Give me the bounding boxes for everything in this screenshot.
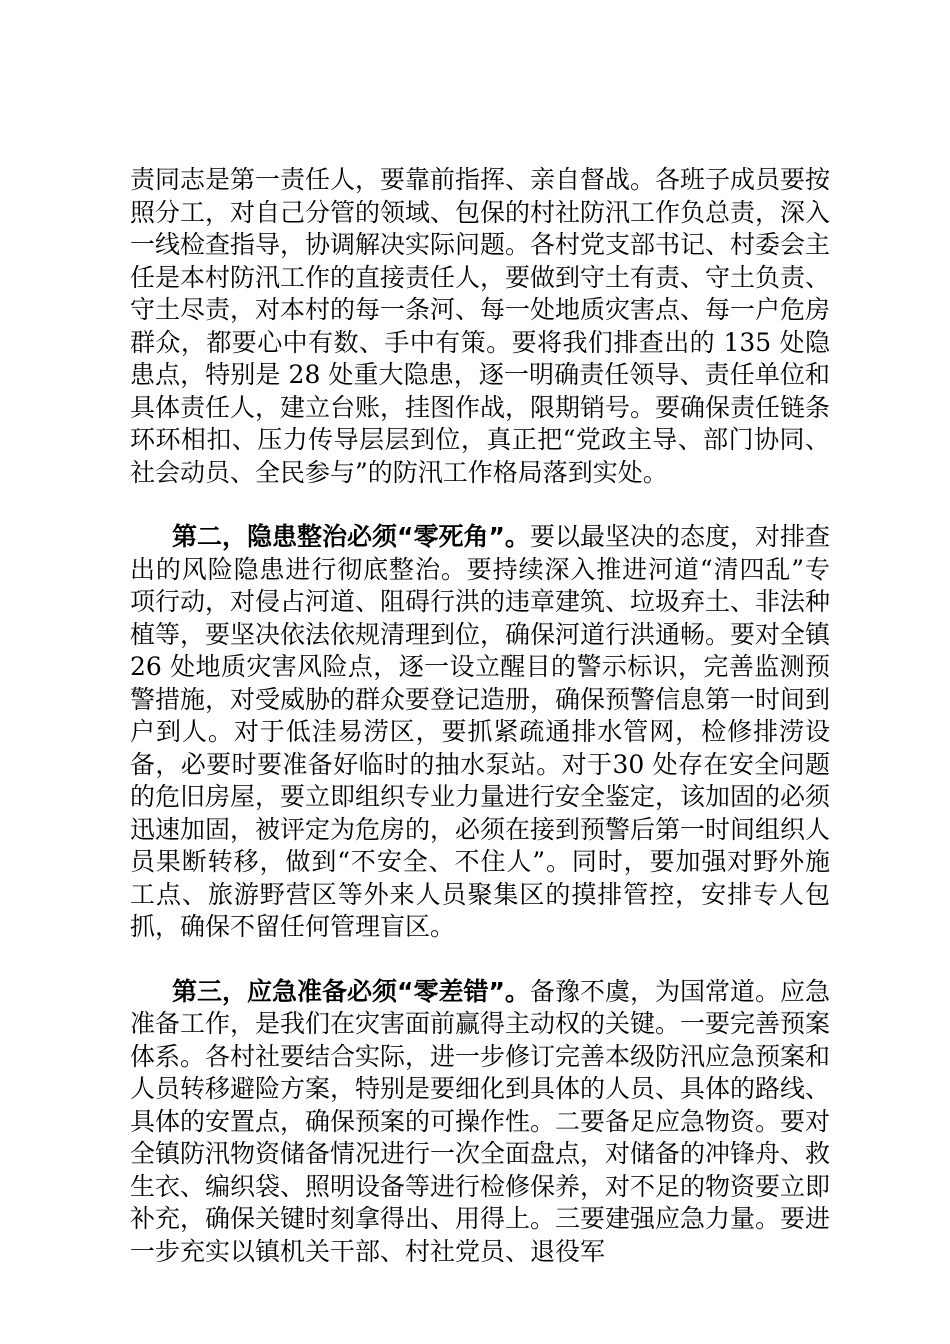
paragraph-3-text: 备豫不虞，为国常道。应急准备工作，是我们在灾害面前赢得主动权的关键。一要完善预案体系。各村社要结合实际，进一步修订完善本级防汛应急预案和人员转移避险方案，特别是要细化到具体的人员、具体的路线、具体的安置点，确保预案的可操作性。二要备足应急物资。要对全镇防汛物资储备情况进行一次全面盘点，对储备的冲锋舟、救生衣、编织袋、照明设备等进行检修保养，对不足的物资要立即补充，确保关键时刻拿得出、用得上。三要建强应急力量。要进一步充实以镇机关干部、村社党员、退役军 xyxy=(130,976,831,1266)
paragraph-1 xyxy=(130,164,830,489)
paragraph-2-text: 要以最坚决的态度，对排查出的风险隐患进行彻底整治。要持续深入推进河道“清四乱”专项行动，对侵占河道、阻碍行洪的违章建筑、垃圾弃土、非法种植等，要坚决依法依规清理到位，确保河道行洪通畅。要对全镇 26 处地质灾害风险点，逐一设立醒目的警示标识，完善监测预警措施，对受威胁的群众要登记造册，确保预警信息第一时间到户到人。对于低洼易涝区，要抓紧疏通排水管网，检修排涝设备，必要时要准备好临时的抽水泵站。对于30 处存在安全问题的危旧房屋，要立即组织专业力量进行安全鉴定，该加固的必须迅速加固，被评定为危房的，必须在接到预警后第一时间组织人员果断转移，做到“不安全、不住人”。同时，要加强对野外施工点、旅游野营区等外来人员聚集区的摸排管控，安排专人包抓，确保不留任何管理盲区。 xyxy=(130,522,831,941)
paragraph-3 xyxy=(130,976,830,1269)
paragraph-1-text: 责同志是第一责任人，要靠前指挥、亲自督战。各班子成员要按照分工，对自己分管的领域、包保的村社防汛工作负总责，深入一线检查指导，协调解决实际问题。各村党支部书记、村委会主任是本村防汛工作的直接责任人，要做到守土有责、守土负责、守土尽责，对本村的每一条河、每一处地质灾害点、每一户危房群众，都要心中有数、手中有策。要将我们排查出的 135 处隐患点，特别是 28 处重大隐患，逐一明确责任领导、责任单位和具体责任人，建立台账，挂图作战，限期销号。要确保责任链条环环相扣、压力传导层层到位，真正把“党政主导、部门协同、社会动员、全民参与”的防汛工作格局落到实处。 xyxy=(130,165,831,487)
document-body xyxy=(130,164,830,1300)
paragraph-3-heading: 第三，应急准备必须“零差错”。 xyxy=(172,976,530,1006)
paragraph-2-heading: 第二，隐患整治必须“零死角”。 xyxy=(172,522,530,551)
paragraph-2 xyxy=(130,521,830,944)
